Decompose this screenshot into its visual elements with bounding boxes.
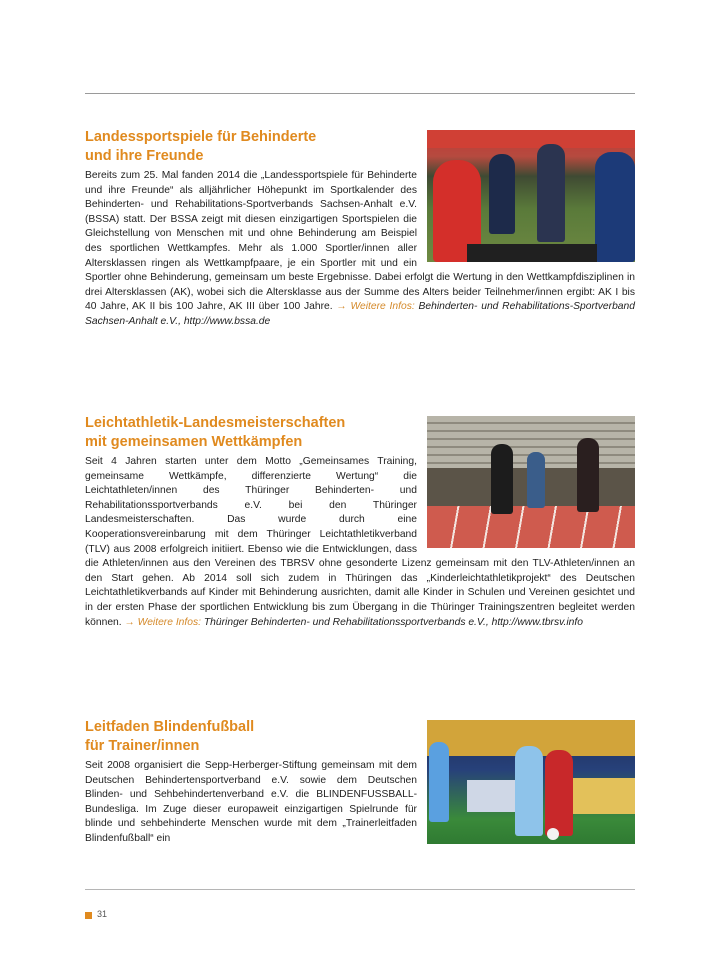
- source-text: Behinderten- und Rehabilitations-Sportverband Sachsen-Anhalt e.V., http://www.bssa.de: [85, 301, 635, 327]
- section-body: Bereits zum 25. Mal fanden 2014 die „Landessportspiele für Behinderte und ihre Freunde“ als alljährlicher Höhepunkt im Sportkalender des Behinderten- und Rehabilitations-Sportverbands Sachsen-Anhalt e.V. (BSSA) statt. Der BSSA zeigt mit diesen einzigartigen Sportspielen die Gleichstellung von Menschen mit und ohne Behinderung am Beispiel des sportlichen Wettkampfes. Mehr als 1.000 Sportler/innen aller Altersklassen ringen als Wettkampfpaare, je ein Sportler mit und ein Sportler ohne Behinderung, gemeinsam um beste Ergebnisse. Dabei erfolgt die Wertung in den Wettkampfdisziplinen in drei Altersklassen (AK), wobei sich die Altersklasse aus der Summe des Alters beider Teilnehmer/innen ergibt: AK I bis 40 Jahre, AK II bis 100 Jahre, AK III über 100 Jahre. → Weitere Infos: Behinderten- und Rehabilitations-Sportverband Sachsen-Anhalt e.V., http://www.bssa.de: [85, 170, 635, 327]
- page-marker-square: [85, 912, 92, 919]
- section-title: Leitfaden Blindenfußball für Trainer/innen: [85, 719, 255, 754]
- section-title: Landessportspiele für Behinderte und ihre Freunde: [85, 129, 317, 164]
- photo-leichtathletik: [427, 416, 635, 548]
- section-leichtathletik: [85, 414, 635, 630]
- page-number: 31: [97, 909, 108, 919]
- section-body: Seit 4 Jahren starten unter dem Motto „Gemeinsames Training, gemeinsame Wettkämpfe, differenzierte Wertung“ die Leichtathleten/innen des Thüringer Behinderten- und Rehabilitationssportverbands e.V. bei den Thüringer Landesmeisterschaften. Das wurde durch eine Kooperationsvereinbarung mit dem Thüringer Leichtathletikverband (TLV) aus 2008 erfolgreich initiiert. Ebenso wie die Entwicklungen, dass die Athleten/innen aus den Vereinen des TBRSV ohne gesonderte Lizenz gemeinsam mit den TLV-Athleten/innen an den Start gehen. Ab 2014 soll sich zudem in Thüringen das „Kinderleichtathletikprojekt“ des Deutschen Leichtathletikverbands auf Kinder mit Behinderung ausrichten, damit alle Kinder in Schulen und Vereinen gesichtet und in der ersten Phase der sportlichen Entwicklung bis zum Übergang in die Thüringer Trainingszentren begleitet werden können. → Weitere Infos: Thüringer Behinderten- und Rehabilitationssportverbands e.V., http://www.tbrsv.info: [85, 456, 635, 628]
- section-body: Seit 2008 organisiert die Sepp-Herberger-Stiftung gemeinsam mit dem Deutschen Behindertensportverband e.V. sowie dem Deutschen Blinden- und Sehbehindertenverband e.V. die BLINDENFUSSBALL-Bundesliga. Im Zuge dieser europaweit einzigartigen Spielrunde für blinde und sehbehinderte Menschen wurde mit dem „Trainerleitfaden Blindenfußball“ ein: [85, 760, 417, 844]
- more-info-link[interactable]: → Weitere Infos:: [124, 616, 202, 628]
- bottom-rule: [85, 889, 635, 890]
- section-title: Leichtathletik-Landesmeisterschaften mit gemeinsamen Wettkämpfen: [85, 415, 346, 450]
- more-info-link[interactable]: → Weitere Infos:: [336, 301, 415, 313]
- top-rule: [85, 93, 635, 94]
- photo-blindenfussball: [427, 720, 635, 844]
- section-blindenfussball: [85, 718, 635, 850]
- source-text: Thüringer Behinderten- und Rehabilitationssportverbands e.V., http://www.tbrsv.info: [201, 616, 583, 628]
- photo-landessportspiele: [427, 130, 635, 262]
- section-landessportspiele: [85, 128, 635, 330]
